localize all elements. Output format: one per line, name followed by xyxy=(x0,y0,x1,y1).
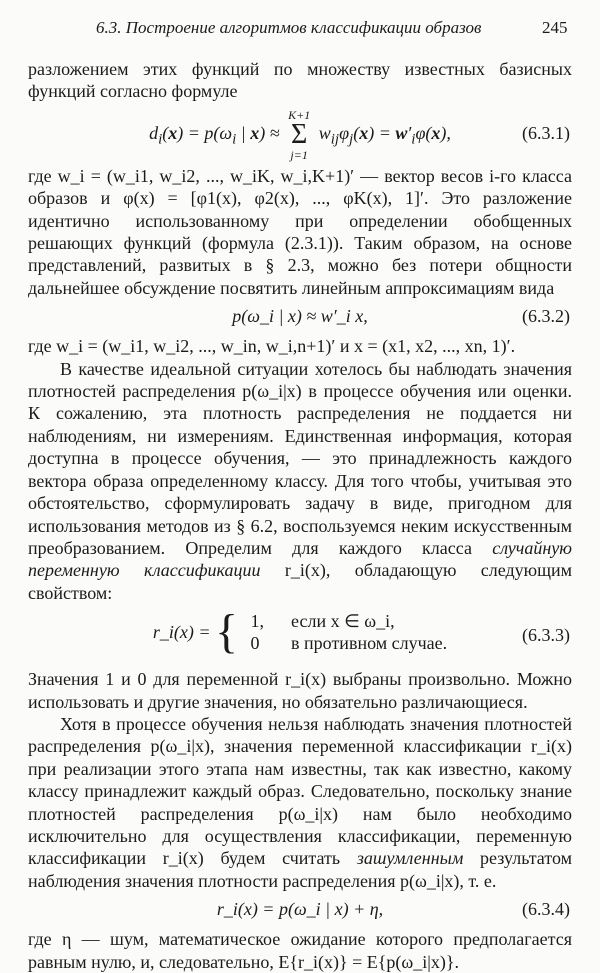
case-1-condition: если x ∈ ω_i, xyxy=(291,610,395,631)
emphasis-term: зашумленным xyxy=(356,848,464,869)
sum-operator xyxy=(288,109,310,161)
paragraph-4-text-b: r_i(x), обладающую следующим свойством: xyxy=(28,560,573,603)
paragraph-1: разложением этих функций по множеству известных базисных функций согласно формуле xyxy=(28,59,572,102)
case-2-condition: в противном случае. xyxy=(291,633,448,654)
equation-6-3-1 xyxy=(28,107,572,162)
eq3-lhs: r_i(x) = xyxy=(152,621,211,642)
running-header xyxy=(0,18,600,42)
header-title: 6.3. Построение алгоритмов классификации образов xyxy=(96,18,482,37)
page-body xyxy=(28,58,572,973)
sum-lower-limit: j=1 xyxy=(290,147,308,162)
paragraph-6-text-b: результатом наблюдения значения плотности распределения p(ω_i|x), т. е. xyxy=(28,848,573,891)
equation-number: (6.3.4) xyxy=(522,899,570,920)
eq2-expression: p(ω_i | x) ≈ w′_i x, xyxy=(232,306,368,327)
emphasis-term: случайную переменную классификации xyxy=(28,537,572,581)
paragraph-6-text-a: Хотя в процессе обучения нельзя наблюдать значения плотностей распределения p(ω_i|x), значения переменной классификации r_i(x) при реализации этого этапа нам известны, так как известно, какому классу принадлежит каждый образ. Следовательно, поскольку знание плотностей распределения p(ω_i|x) нам было необходимо исключительно для осуществления классификации, переменную классификации r_i(x) будем считать xyxy=(28,713,572,869)
paragraph-7: где η — шум, математическое ожидание которого предполагается равным нулю, и, следовательно, E{r_i(x)} = E{p(ω_i|x)}. xyxy=(28,929,572,972)
eq3-cases xyxy=(251,610,448,655)
paragraph-3: где w_i = (w_i1, w_i2, ..., w_in, w_i,n+1)′ и x = (x1, x2, ..., xn, 1)′. xyxy=(28,336,516,357)
paragraph-2: где w_i = (w_i1, w_i2, ..., w_iK, w_i,K+1)′ — вектор весов i-го класса образов и φ(x) = [φ1(x), φ2(x), ..., φK(x), 1]′. Это разложение идентично использованному при определении обобщенных решающих функций (формула (2.3.1)). Таким образом, на основе представлений, развитых в § 2.3, можно без потери общности дальнейшее обсуждение посвятить линейным аппроксимациям вида xyxy=(28,165,572,298)
paragraph-5: Значения 1 и 0 для переменной r_i(x) выбраны произвольно. Можно использовать и другие значения, но обязательно различающиеся. xyxy=(28,669,572,712)
equation-6-3-3 xyxy=(28,605,572,662)
eq1-right: $w_{ij}\varphi_j(x) = w'_i\varphi(x)$, xyxy=(318,122,451,148)
equation-number: (6.3.2) xyxy=(522,306,570,327)
eq3-case-1 xyxy=(251,610,448,632)
sum-upper-limit: K+1 xyxy=(288,107,311,122)
sum-symbol: Σ xyxy=(291,118,308,150)
equation-number: (6.3.3) xyxy=(522,625,570,646)
eq4-expression: r_i(x) = p(ω_i | x) + η, xyxy=(216,899,384,920)
case-2-value: 0 xyxy=(250,633,260,654)
equation-number: (6.3.1) xyxy=(522,122,570,143)
left-brace-icon: { xyxy=(215,605,239,659)
paragraph-4 xyxy=(28,358,572,604)
paragraph-4-text-a: В качестве идеальной ситуации хотелось бы наблюдать значения плотностей распределения p(ω_i|x) в процессе обучения или оценки. К сожалению, эта плотность распределения не поддается ни наблюдениям, ни измерениям. Единственная информация, которая доступна в процессе обучения, — это принадлежность каждого вектора образа определенному классу. Для того чтобы, учитывая это обстоятельство, сформулировать задачу в виде, пригодном для использования методов из § 6.2, воспользуемся неким искусственным преобразованием. Определим для каждого класса xyxy=(28,358,572,558)
case-1-value: 1, xyxy=(250,610,265,631)
equation-6-3-4 xyxy=(28,898,572,922)
eq1-left: $d_i(x) = p(\omega_i$ | x) ≈ xyxy=(149,122,280,148)
paragraph-6 xyxy=(28,713,572,892)
eq3-case-2 xyxy=(251,632,448,654)
equation-6-3-2 xyxy=(28,305,572,329)
page-number: 245 xyxy=(542,18,568,37)
